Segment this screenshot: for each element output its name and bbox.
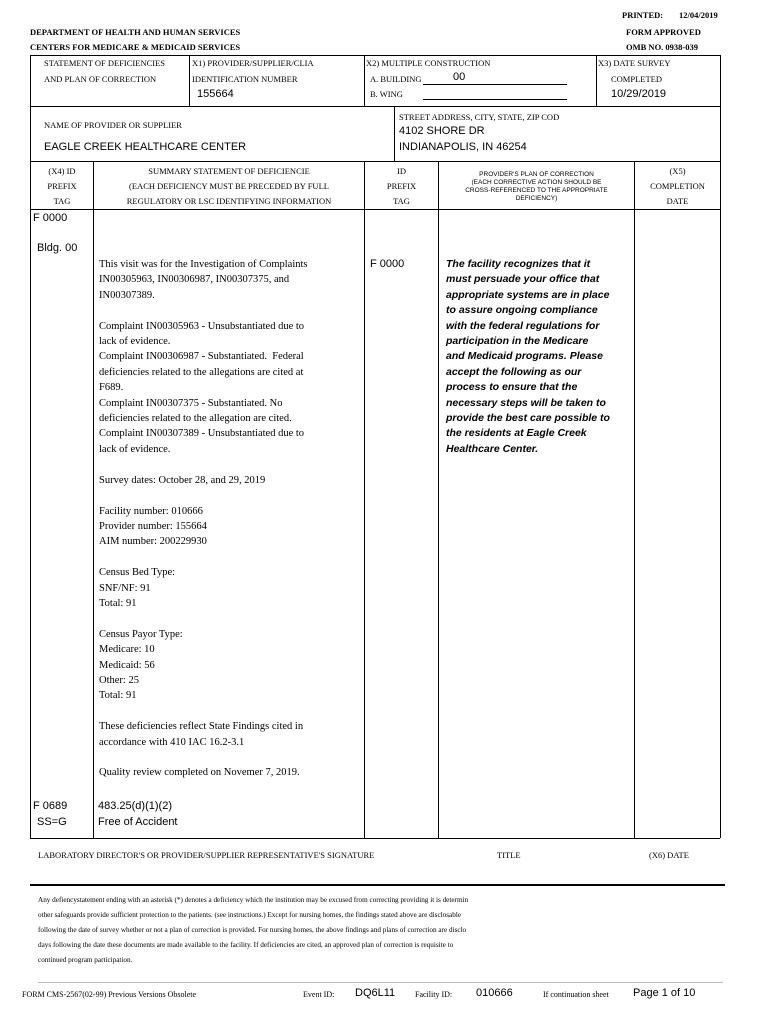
summary-label-1: SUMMARY STATEMENT OF DEFICIENCIE: [148, 166, 310, 176]
printed-label: PRINTED:: [622, 10, 664, 20]
page-number: Page 1 of 10: [633, 987, 696, 999]
grid-line: [30, 55, 720, 56]
title-label: TITLE: [497, 850, 521, 860]
grid-line: [30, 838, 720, 839]
grid-line: [30, 106, 720, 107]
disclaimer-line: continued program participation.: [38, 956, 133, 964]
grid-line: [720, 55, 721, 838]
statement-label-2: AND PLAN OF CORRECTION: [44, 74, 157, 84]
date-label: (X6) DATE: [649, 850, 689, 860]
x4-label-1: (X4) ID: [48, 166, 76, 176]
tag-f0000: F 0000: [33, 212, 68, 224]
tag-f0689: F 0689: [33, 800, 68, 812]
x1-label-2: IDENTIFICATION NUMBER: [192, 74, 298, 84]
building-label: A. BUILDING: [370, 74, 422, 84]
plan-label-3: CROSS-REFERENCED TO THE APPROPRIATE: [465, 187, 608, 194]
address-label: STREET ADDRESS, CITY, STATE, ZIP COD: [399, 112, 560, 122]
provider-name-label: NAME OF PROVIDER OR SUPPLIER: [44, 120, 182, 130]
footer-divider: [38, 982, 723, 983]
building-tag: Bldg. 00: [37, 242, 78, 254]
grid-line: [30, 161, 720, 162]
grid-line: [364, 55, 365, 106]
plan-label-2: (EACH CORRECTIVE ACTION SHOULD BE: [471, 179, 602, 186]
grid-line: [189, 55, 190, 106]
plan-label-4: DEFICIENCY): [515, 195, 558, 202]
centers-title: CENTERS FOR MEDICARE & MEDICAID SERVICES: [30, 42, 241, 52]
summary-statement: This visit was for the Investigation of Complaints IN00305963, IN00306987, IN00307375, and IN00307389. Complaint IN00305963 - Unsubstantiated due to lack of evidence. Complaint IN00306987 - Substantiated. Federal deficiencies related to the allegations are cited at F689. Complaint IN00307375 - Substantiated. No deficiencies related to the allegation are cited. Complaint IN00307389 - Unsubstantiated due to lack of evidence. Survey dates: October 28, and 29, 2019 Facility number: 010666 Provider number: 155664 AIM number: 200229930 Census Bed Type: SNF/NF: 91 Total: 91 Census Payor Type: Medicare: 10 Medicaid: 56 Other: 25 Total: 91 These deficiencies reflect State Findings cited in accordance with 410 IAC 16.2-3.1 Quality review completed on Novemer 7, 2019.: [99, 259, 308, 779]
id-label-1: ID: [397, 166, 406, 176]
statement-label-1: STATEMENT OF DEFICIENCIES: [44, 58, 166, 68]
grid-line: [438, 161, 439, 838]
survey-date-value: 10/29/2019: [611, 88, 667, 100]
event-id-label: Event ID:: [303, 990, 335, 999]
summary-label-3: REGULATORY OR LSC IDENTIFYING INFORMATION: [126, 196, 332, 206]
department-title: DEPARTMENT OF HEALTH AND HUMAN SERVICES: [30, 27, 241, 37]
disclaimer-line: other safeguards provide sufficient protection to the patients. (see instructions.) Except for nursing homes, the findings stated above are disclosable: [38, 911, 462, 919]
wing-underline: [423, 99, 567, 100]
form-number: FORM CMS-2567(02-99) Previous Versions Obsolete: [22, 990, 197, 999]
x3-label-1: X3) DATE SURVEY: [598, 58, 671, 68]
x1-label-1: X1) PROVIDER/SUPPLIER/CLIA: [192, 58, 314, 68]
x4-label-2: PREFIX: [47, 181, 77, 191]
facility-id-label: Facility ID:: [415, 990, 453, 999]
x4-label-3: TAG: [53, 196, 71, 206]
grid-line: [30, 209, 720, 210]
building-value: 00: [453, 71, 466, 83]
plan-tag-f0000: F 0000: [370, 258, 405, 270]
id-label-2: PREFIX: [386, 181, 417, 191]
continuation-label: If continuation sheet: [543, 990, 609, 999]
x2-label: X2) MULTIPLE CONSTRUCTION: [366, 58, 491, 68]
grid-line: [394, 106, 395, 161]
grid-line: [596, 55, 597, 106]
regulation-title: Free of Accident: [98, 816, 178, 828]
disclaimer-line: following the date of survey whether or not a plan of correction is provided. For nursing homes, the above findings and plans of correction are disclo: [38, 926, 467, 934]
address-line-1: 4102 SHORE DR: [399, 125, 485, 137]
summary-label-2: (EACH DEFICIENCY MUST BE PRECEDED BY FULL: [129, 181, 329, 191]
x5-label-1: (X5): [669, 166, 686, 176]
signature-label: LABORATORY DIRECTOR'S OR PROVIDER/SUPPLIER REPRESENTATIVE'S SIGNATURE: [38, 850, 375, 860]
scope-severity: SS=G: [37, 816, 67, 828]
address-line-2: INDIANAPOLIS, IN 46254: [399, 141, 527, 153]
event-id-value: DQ6L11: [355, 987, 396, 999]
omb-number: OMB NO. 0938-039: [626, 42, 699, 52]
regulation-number: 483.25(d)(1)(2): [98, 800, 172, 812]
id-label-3: TAG: [393, 196, 410, 206]
form-approved: FORM APPROVED: [626, 27, 701, 37]
provider-id-value: 155664: [197, 88, 234, 100]
disclaimer-line: Any defiencystatement ending with an asterisk (*) denotes a deficiency which the institution may be excused from correcting providing it is determin: [38, 896, 469, 904]
x5-label-3: DATE: [666, 196, 689, 206]
plan-label-1: PROVIDER'S PLAN OF CORRECTION: [479, 171, 594, 178]
grid-line: [634, 161, 635, 838]
disclaimer-line: days following the date these documents are made available to the facility. If deficiencies are cited, an approved plan of correction is requisite to: [38, 941, 454, 949]
wing-label: B. WING: [370, 89, 403, 99]
building-underline: [423, 84, 567, 85]
grid-line: [364, 161, 365, 838]
x5-label-2: COMPLETION: [650, 181, 705, 191]
grid-line: [93, 161, 94, 838]
provider-name-value: EAGLE CREEK HEALTHCARE CENTER: [44, 141, 247, 153]
x3-label-2: COMPLETED: [611, 74, 662, 84]
printed-date: 12/04/2019: [679, 10, 718, 20]
plan-of-correction: The facility recognizes that it must persuade your office that appropriate systems are in place to assure ongoing compliance with the federal regulations for participation in the Medicare and Medicaid programs. Please accept the following as our process to ensure that the necessary steps will be taken to provide the best care possible to the residents at Eagle Creek Healthcare Center.: [446, 258, 610, 455]
grid-line: [30, 884, 725, 886]
facility-id-value: 010666: [476, 987, 513, 999]
